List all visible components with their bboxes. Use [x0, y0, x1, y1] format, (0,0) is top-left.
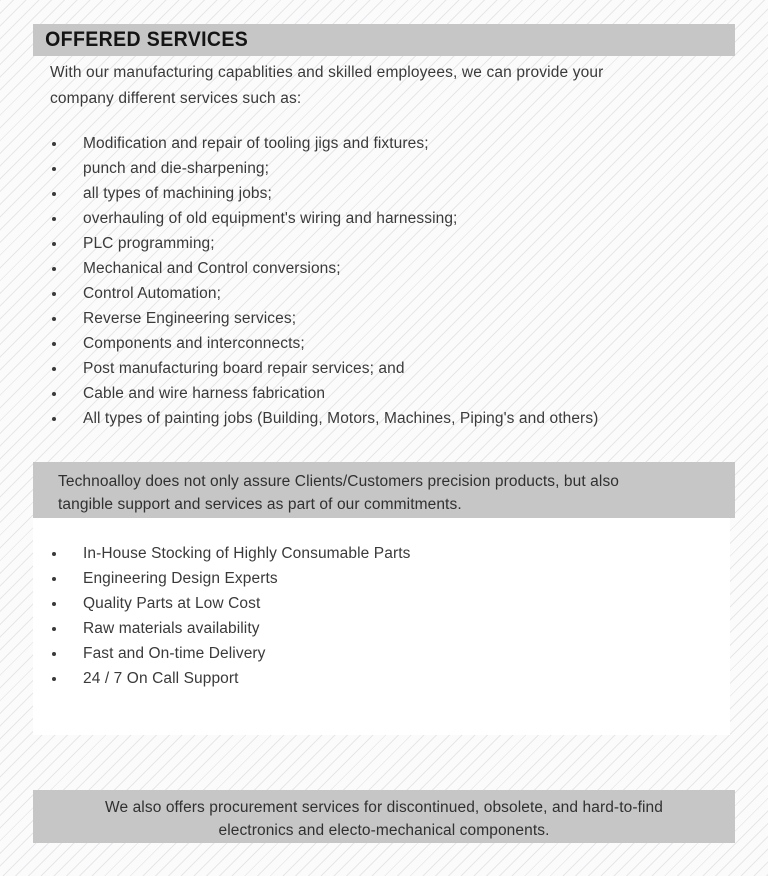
list-item: [48, 541, 648, 566]
list-item: [48, 131, 720, 156]
list-item-label: Fast and On-time Delivery: [83, 645, 266, 662]
list-item-label: Raw materials availability: [83, 620, 260, 637]
list-item-label: Mechanical and Control conversions;: [83, 260, 341, 277]
list-item: [48, 406, 720, 431]
list-item-label: Control Automation;: [83, 285, 222, 302]
commitment-callout: [33, 462, 735, 518]
bullet-dot-icon: [52, 417, 56, 421]
list-item-label: Post manufacturing board repair services; and: [83, 360, 405, 377]
intro-paragraph: [50, 60, 732, 112]
bullet-dot-icon: [52, 267, 56, 271]
list-item-label: Cable and wire harness fabrication: [83, 385, 326, 402]
list-item: [48, 381, 720, 406]
list-item: [48, 306, 720, 331]
bullet-dot-icon: [52, 552, 56, 556]
bullet-dot-icon: [52, 652, 56, 656]
bullet-dot-icon: [52, 167, 56, 171]
procurement-callout-text: [33, 796, 735, 842]
list-item-label: Components and interconnects;: [83, 335, 305, 352]
intro-line-1: With our manufacturing capablities and skilled employees, we can provide your: [50, 64, 604, 81]
list-item-label: overhauling of old equipment's wiring and harnessing;: [83, 210, 458, 227]
services-list: [48, 131, 720, 431]
commitment-line-2: tangible support and services as part of our commitments.: [58, 496, 462, 513]
advantages-list: [48, 541, 648, 691]
bullet-dot-icon: [52, 292, 56, 296]
list-item: [48, 591, 648, 616]
bullet-dot-icon: [52, 217, 56, 221]
bullet-dot-icon: [52, 602, 56, 606]
list-item: [48, 331, 720, 356]
list-item: [48, 616, 648, 641]
list-item-label: Engineering Design Experts: [83, 570, 278, 587]
bullet-dot-icon: [52, 342, 56, 346]
bullet-dot-icon: [52, 317, 56, 321]
bullet-dot-icon: [52, 392, 56, 396]
list-item-label: Modification and repair of tooling jigs and fixtures;: [83, 135, 429, 152]
list-item: [48, 666, 648, 691]
bullet-dot-icon: [52, 192, 56, 196]
section-title-bar: [33, 24, 735, 56]
list-item: [48, 566, 648, 591]
list-item-label: Reverse Engineering services;: [83, 310, 297, 327]
commitment-callout-text: [58, 470, 713, 516]
list-item-label: All types of painting jobs (Building, Motors, Machines, Piping's and others): [83, 410, 599, 427]
commitment-line-1: Technoalloy does not only assure Clients/Customers precision products, but also: [58, 473, 620, 490]
list-item: [48, 281, 720, 306]
procurement-line-1: We also offers procurement services for discontinued, obsolete, and hard-to-find: [105, 799, 663, 816]
list-item-label: Quality Parts at Low Cost: [83, 595, 261, 612]
bullet-dot-icon: [52, 367, 56, 371]
intro-line-2: company different services such as:: [50, 90, 302, 107]
list-item: [48, 156, 720, 181]
list-item: [48, 641, 648, 666]
list-item: [48, 231, 720, 256]
bullet-dot-icon: [52, 577, 56, 581]
list-item: [48, 206, 720, 231]
list-item-label: 24 / 7 On Call Support: [83, 670, 239, 687]
list-item: [48, 356, 720, 381]
list-item-label: In-House Stocking of Highly Consumable Parts: [83, 545, 411, 562]
list-item: [48, 181, 720, 206]
bullet-dot-icon: [52, 142, 56, 146]
procurement-line-2: electronics and electo-mechanical components.: [218, 822, 550, 839]
list-item-label: punch and die-sharpening;: [83, 160, 270, 177]
list-item-label: all types of machining jobs;: [83, 185, 272, 202]
bullet-dot-icon: [52, 677, 56, 681]
list-item: [48, 256, 720, 281]
list-item-label: PLC programming;: [83, 235, 215, 252]
procurement-callout: [33, 790, 735, 843]
bullet-dot-icon: [52, 242, 56, 246]
bullet-dot-icon: [52, 627, 56, 631]
page-title: OFFERED SERVICES: [45, 28, 249, 51]
